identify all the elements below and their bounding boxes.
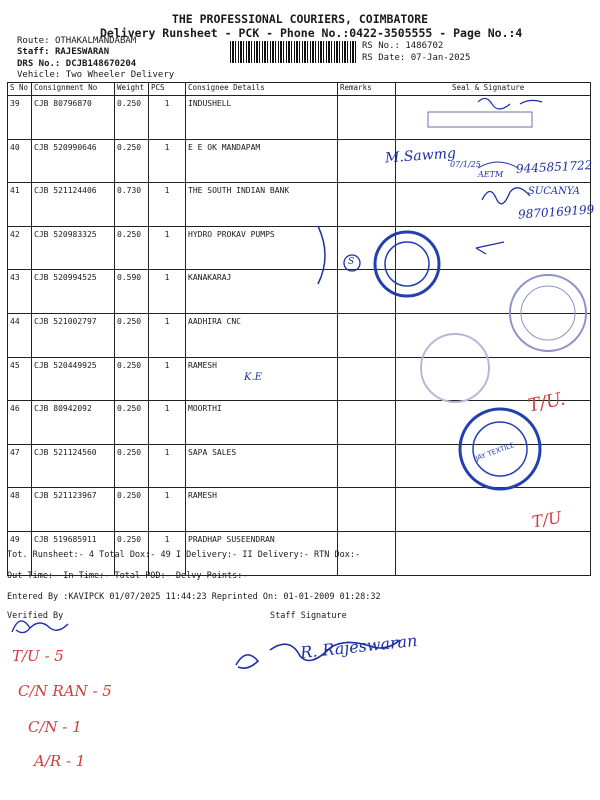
cell-weight: 0.250 [115, 401, 149, 445]
svg-text:JAY TEXTILE: JAY TEXTILE [474, 441, 516, 463]
cell-consignment: CJB 80942092 [32, 401, 115, 445]
faded-seal-45 [421, 334, 489, 402]
note-1: T/U - 5 [12, 647, 64, 665]
company-seal-42-inner [385, 242, 429, 286]
cell-consignee: THE SOUTH INDIAN BANK [186, 183, 338, 227]
company-title: THE PROFESSIONAL COURIERS, COIMBATORE [171, 12, 429, 26]
cell-pcs: 1 [149, 357, 186, 401]
cell-sno: 43 [8, 270, 32, 314]
cell-weight: 0.250 [115, 531, 149, 575]
col-header-weight: Weight [115, 83, 149, 96]
cell-sno: 46 [8, 401, 32, 445]
cell-sno: 40 [8, 139, 32, 183]
cell-weight: 0.250 [115, 139, 149, 183]
handwriting-43-circle: S [348, 257, 355, 267]
verified-by-label: Verified By [7, 611, 64, 621]
cell-consignment: CJB 519685911 [32, 531, 115, 575]
cell-weight: 0.730 [115, 183, 149, 227]
cell-sno: 44 [8, 313, 32, 357]
cell-pcs: 1 [149, 270, 186, 314]
cell-pcs: 1 [149, 183, 186, 227]
staff-line: Staff: RAJESWARAN [17, 47, 110, 57]
col-header-seal: Seal & Signature [396, 83, 591, 96]
cell-weight: 0.590 [115, 270, 149, 314]
cell-pcs: 1 [149, 226, 186, 270]
bracket-42 [318, 226, 325, 284]
cell-consignee: MOORTHI [186, 401, 338, 445]
cell-sno: 49 [8, 531, 32, 575]
cell-weight: 0.250 [115, 488, 149, 532]
verified-signature [12, 621, 68, 633]
cell-consignment: CJB 80796870 [32, 96, 115, 140]
handwriting-41a: SUCANYA [528, 186, 580, 197]
underline-40 [478, 162, 518, 168]
cell-consignee: SAPA SALES [186, 444, 338, 488]
cell-consignee: E E OK MANDAPAM [186, 139, 338, 183]
col-header-consignment: Consignment No [32, 83, 115, 96]
cell-sno: 42 [8, 226, 32, 270]
note-3: C/N - 1 [28, 718, 82, 736]
cell-sno: 47 [8, 444, 32, 488]
received-stamp [428, 112, 532, 127]
summary-line-2: Out Time:- In Time:- Total POD:- Delvy Points:- [7, 571, 248, 581]
handwriting-45-mark: K.E [244, 372, 262, 383]
signature-41 [482, 188, 530, 204]
cell-consignee: AADHIRA CNC [186, 313, 338, 357]
cell-consignee: KANAKARAJ [186, 270, 338, 314]
col-header-sno: S No [8, 83, 32, 96]
col-header-remarks: Remarks [338, 83, 396, 96]
note-2: C/N RAN - 5 [18, 682, 112, 700]
handwriting-40a: M.Sawmg [384, 145, 457, 167]
cell-weight: 0.250 [115, 96, 149, 140]
cell-pcs: 1 [149, 531, 186, 575]
cell-weight: 0.250 [115, 313, 149, 357]
cell-pcs: 1 [149, 313, 186, 357]
route-line: Route: OTHAKALMANDABAM [17, 36, 137, 46]
cell-pcs: 1 [149, 401, 186, 445]
faded-seal-44-inner [521, 286, 575, 340]
cell-pcs: 1 [149, 96, 186, 140]
vehicle-line: Vehicle: Two Wheeler Delivery [17, 70, 175, 80]
signature-39 [478, 98, 542, 109]
cell-weight: 0.250 [115, 357, 149, 401]
staff-signature-label: Staff Signature [270, 611, 347, 621]
handwriting-40c: AETM [478, 170, 504, 179]
cell-consignee: RAMESH [186, 488, 338, 532]
staff-signature-text: R. Rajeswaran [299, 630, 419, 663]
cell-consignment: CJB 520994525 [32, 270, 115, 314]
arrow-42 [476, 242, 504, 254]
cell-consignment: CJB 520449925 [32, 357, 115, 401]
cell-consignment: CJB 520983325 [32, 226, 115, 270]
cell-sno: 45 [8, 357, 32, 401]
cell-consignee: RAMESH [186, 357, 338, 401]
cell-consignment: CJB 521124406 [32, 183, 115, 227]
cell-consignee: HYDRO PROKAV PUMPS [186, 226, 338, 270]
cell-consignment: CJB 521002797 [32, 313, 115, 357]
cell-sno: 41 [8, 183, 32, 227]
cell-pcs: 1 [149, 488, 186, 532]
cell-consignee: INDUSHELL [186, 96, 338, 140]
handwriting-49-tu: T/U [530, 507, 563, 532]
handwriting-40d: 9445851722 [515, 158, 593, 176]
summary-line-3: Entered By :KAVIPCK 01/07/2025 11:44:23 Reprinted On: 01-01-2009 01:28:32 [7, 592, 381, 602]
drs-line: DRS No.: DCJB148670204 [17, 59, 137, 69]
cell-pcs: 1 [149, 139, 186, 183]
col-header-consignee: Consignee Details [186, 83, 338, 96]
cell-consignment: CJB 520990646 [32, 139, 115, 183]
rs-number: RS No.: 1486702 [362, 41, 444, 51]
runsheet-subtitle: Delivery Runsheet - PCK - Phone No.:0422-3505555 - Page No.:4 [100, 26, 523, 40]
cell-consignment: CJB 521123967 [32, 488, 115, 532]
cell-sno: 39 [8, 96, 32, 140]
cell-consignment: CJB 521124560 [32, 444, 115, 488]
handwriting-40b: 07/1/25 [450, 160, 481, 169]
handwriting-46-tu: T/U. [526, 388, 568, 417]
cell-weight: 0.250 [115, 226, 149, 270]
handwriting-41b: 9870169199 [517, 202, 595, 222]
cell-sno: 48 [8, 488, 32, 532]
cell-consignee: PRADHAP SUSEENDRAN [186, 531, 338, 575]
summary-line-1: Tot. Runsheet:- 4 Total Dox:- 49 I Delivery:- II Delivery:- RTN Dox:- [7, 550, 361, 560]
rs-date: RS Date: 07-Jan-2025 [362, 53, 471, 63]
cell-weight: 0.250 [115, 444, 149, 488]
cell-pcs: 1 [149, 444, 186, 488]
note-4: A/R - 1 [34, 752, 86, 770]
col-header-pcs: PCS [149, 83, 186, 96]
